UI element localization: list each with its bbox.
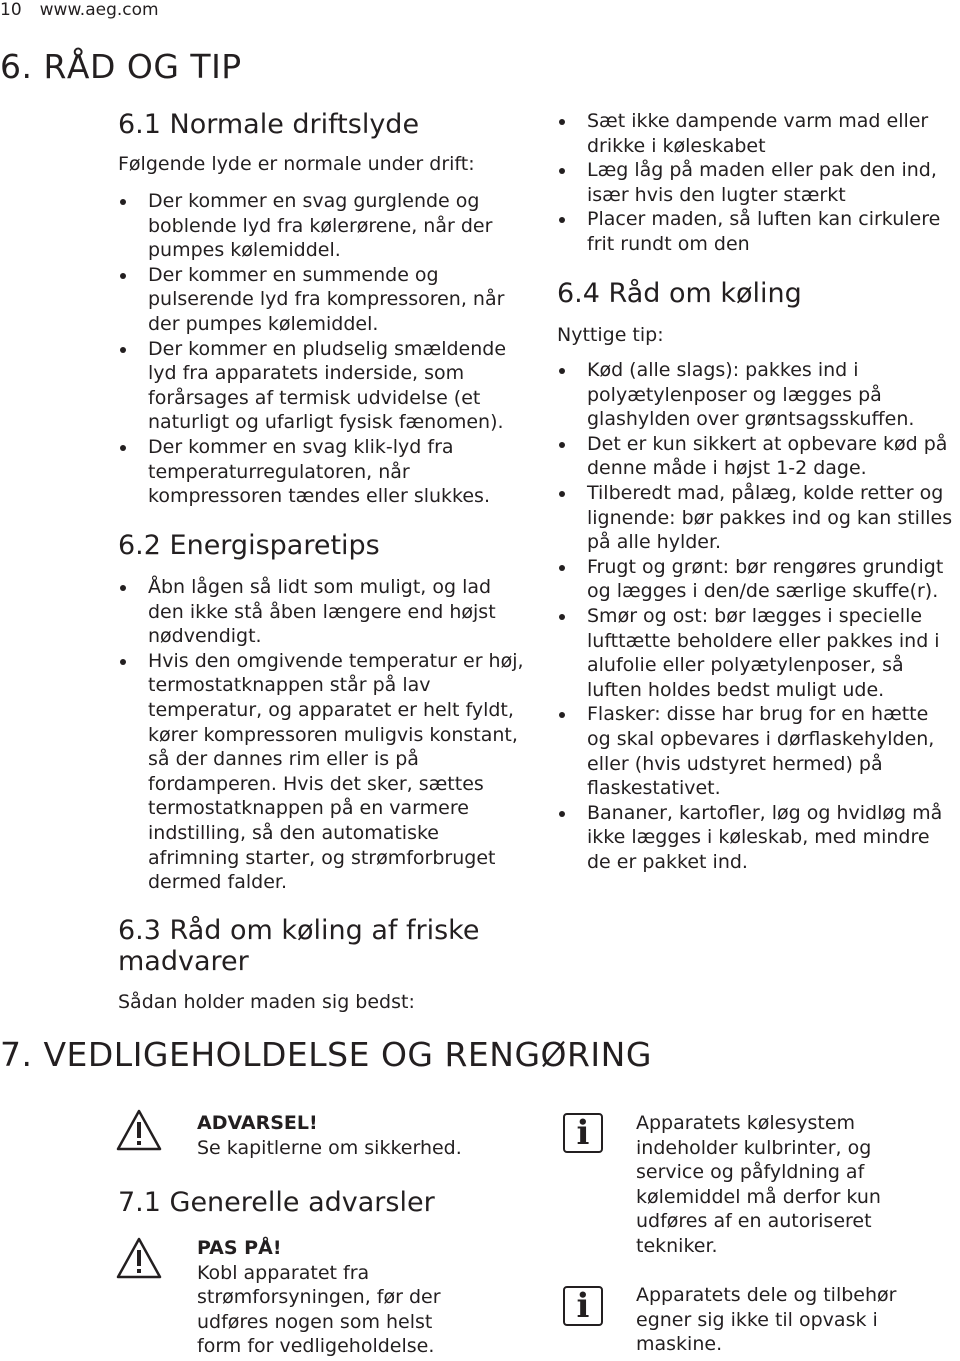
- warning-text: Se kapitlerne om sikkerhed.: [197, 1136, 462, 1159]
- caution-text: Kobl apparatet fra strømforsyningen, før der udføres nogen som helst form for vedligeholdelse.: [197, 1261, 441, 1358]
- section-6-3-list: [557, 109, 957, 257]
- warning-block: [197, 1111, 517, 1160]
- list-item: Der kommer en summende og pulserende lyd fra kompressoren, når der pumpes kølemiddel.: [118, 263, 528, 337]
- list-item: Hvis den omgivende temperatur er høj, termostatknappen står på lav temperatur, og apparatet er helt fyldt, kører kompressoren muligvis konstant, så der dannes rim eller is på fordamperen. Hvis det sker, sættes termostatknappen på en varmere indstilling, så den automatiske afrimning starter, og strømforbruget dermed falder.: [118, 649, 528, 895]
- info-text-refrigerant: Apparatets kølesystem indeholder kulbrinter, og service og påfyldning af kølemiddel må derfor kun udføres af en autoriseret tekniker.: [636, 1112, 881, 1257]
- section-6-title: 6. RÅD OG TIP: [0, 47, 242, 86]
- page-header: [0, 0, 177, 20]
- list-item: Der kommer en pludselig smældende lyd fra apparatets inderside, som forårsages af termisk udvidelse (et naturligt og ufarligt fysisk fænomen).: [118, 337, 528, 435]
- section-6-1-title: 6.1 Normale driftslyde: [118, 109, 420, 140]
- page-number: 10: [0, 0, 22, 20]
- list-item: Flasker: disse har brug for en hætte og skal opbevares i dørflaskehylden, eller (hvis udstyret hermed) på flaskestativet.: [557, 702, 957, 800]
- section-6-1-intro: Følgende lyde er normale under drift:: [118, 153, 475, 175]
- section-6-3-title: 6.3 Råd om køling af friske madvarer: [118, 915, 480, 977]
- info-text-dishwasher: Apparatets dele og tilbehør egner sig ikke til opvask i maskine.: [636, 1284, 897, 1356]
- section-6-3-intro: Sådan holder maden sig bedst:: [118, 991, 415, 1013]
- list-item: Frugt og grønt: bør rengøres grundigt og lægges i den/de særlige skuffe(r).: [557, 555, 957, 604]
- section-7-title: 7. VEDLIGEHOLDELSE OG RENGØRING: [0, 1035, 652, 1074]
- section-6-4-title: 6.4 Råd om køling: [557, 278, 802, 309]
- warning-triangle-icon: [116, 1236, 162, 1284]
- info-icon: i: [563, 1113, 603, 1153]
- list-item: Der kommer en svag klik-lyd fra temperaturregulatoren, når kompressoren tændes eller slukkes.: [118, 435, 528, 509]
- list-item: Bananer, kartofler, løg og hvidløg må ikke lægges i køleskab, med mindre de er pakket ind.: [557, 801, 957, 875]
- warning-triangle-icon: [116, 1108, 162, 1156]
- list-item: Sæt ikke dampende varm mad eller drikke i køleskabet: [557, 109, 957, 158]
- caution-block: [197, 1236, 477, 1359]
- list-item: Læg låg på maden eller pak den ind, især hvis den lugter stærkt: [557, 158, 957, 207]
- warning-label: ADVARSEL!: [197, 1112, 318, 1134]
- section-7-1-title: 7.1 Generelle advarsler: [118, 1187, 435, 1218]
- list-item: Tilberedt mad, pålæg, kolde retter og lignende: bør pakkes ind og kan stilles på alle hylder.: [557, 481, 957, 555]
- section-6-1-list: [118, 189, 528, 509]
- section-6-4-list: [557, 358, 957, 874]
- list-item: Der kommer en svag gurglende og boblende lyd fra kølerørene, når der pumpes kølemiddel.: [118, 189, 528, 263]
- section-6-4-intro: Nyttige tip:: [557, 324, 664, 346]
- section-6-2-title: 6.2 Energisparetips: [118, 530, 380, 561]
- caution-label: PAS PÅ!: [197, 1237, 282, 1259]
- info-icon: i: [563, 1286, 603, 1326]
- list-item: Placer maden, så luften kan cirkulere frit rundt om den: [557, 207, 957, 256]
- list-item: Det er kun sikkert at opbevare kød på denne måde i højst 1-2 dage.: [557, 432, 957, 481]
- list-item: Åbn lågen så lidt som muligt, og lad den ikke stå åben længere end højst nødvendigt.: [118, 575, 528, 649]
- list-item: Smør og ost: bør lægges i specielle lufttætte beholdere eller pakkes ind i alufolie eller polyætylenposer, så luften holdes bedst muligt ude.: [557, 604, 957, 702]
- list-item: Kød (alle slags): pakkes ind i polyætylenposer og lægges på glashylden over grøntsagsskuffen.: [557, 358, 957, 432]
- section-6-2-list: [118, 575, 528, 895]
- page-url: www.aeg.com: [39, 0, 159, 20]
